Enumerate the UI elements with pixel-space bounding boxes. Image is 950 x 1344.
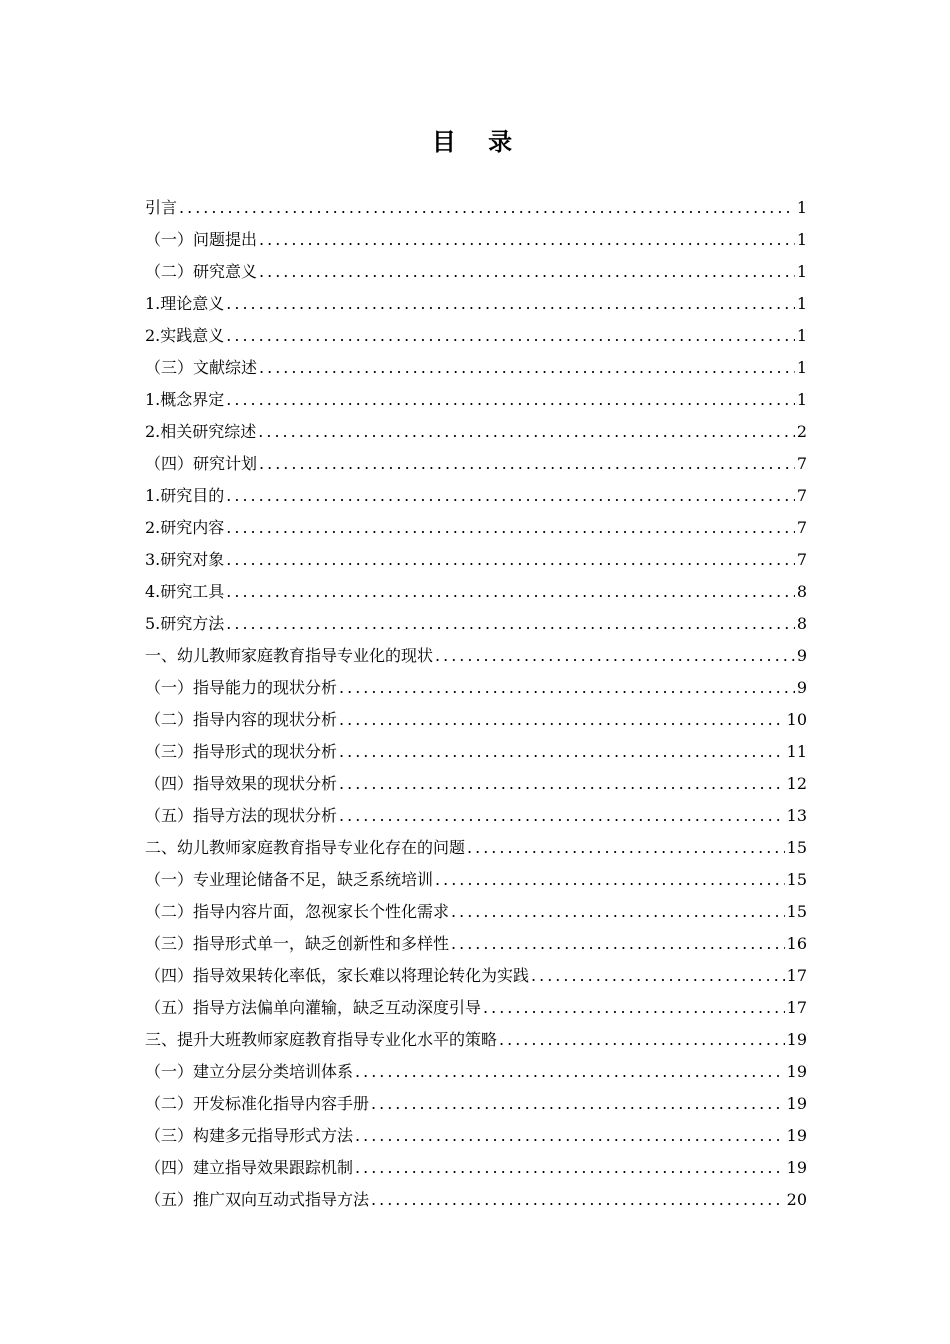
toc-entry-title: 一、幼儿教师家庭教育指导专业化的现状 [145, 646, 434, 665]
toc-dot-leader [226, 480, 795, 512]
toc-page-number: 11 [786, 742, 807, 761]
toc-entry-title: 二、幼儿教师家庭教育指导专业化存在的问题 [145, 838, 466, 857]
toc-dot-leader [339, 704, 785, 736]
toc-entry[interactable] [145, 832, 807, 864]
toc-dot-leader [259, 256, 795, 288]
toc-dot-leader [451, 928, 785, 960]
toc-page-number: 20 [786, 1190, 807, 1209]
toc-page-number: 19 [786, 1094, 807, 1113]
toc-entry-title: （三）文献综述 [145, 358, 258, 377]
toc-dot-leader [499, 1024, 785, 1056]
toc-entry[interactable] [145, 800, 807, 832]
toc-entry-title: （三）指导形式的现状分析 [145, 742, 338, 761]
toc-page-number: 1 [796, 198, 807, 217]
toc-page-number: 1 [796, 390, 807, 409]
toc-page-number: 1 [796, 326, 807, 345]
toc-dot-leader [371, 1088, 785, 1120]
toc-entry-title: （五）指导方法偏单向灌输，缺乏互动深度引导 [145, 998, 482, 1017]
toc-page-number: 19 [786, 1062, 807, 1081]
toc-page-number: 19 [786, 1158, 807, 1177]
toc-entry-title: 2.实践意义 [145, 326, 225, 345]
toc-entry-title: 引言 [145, 198, 178, 217]
toc-page-number: 9 [796, 646, 807, 665]
toc-page-number: 7 [796, 550, 807, 569]
toc-entry[interactable] [145, 640, 807, 672]
toc-dot-leader [339, 736, 785, 768]
toc-page-number: 1 [796, 294, 807, 313]
toc-page-number: 7 [796, 486, 807, 505]
toc-entry-title: （四）研究计划 [145, 454, 258, 473]
toc-page-number: 1 [796, 230, 807, 249]
toc-page-number: 15 [786, 902, 807, 921]
toc-entry[interactable] [145, 736, 807, 768]
toc-dot-leader [435, 640, 795, 672]
toc-dot-leader [467, 832, 785, 864]
toc-entry[interactable] [145, 1024, 807, 1056]
toc-dot-leader [339, 672, 795, 704]
toc-entry-title: 1.研究目的 [145, 486, 225, 505]
toc-page-number: 8 [796, 614, 807, 633]
toc-entry-title: 3.研究对象 [145, 550, 225, 569]
toc-page-number: 15 [786, 870, 807, 889]
toc-page-number: 8 [796, 582, 807, 601]
toc-entry[interactable] [145, 256, 807, 288]
toc-page-number: 1 [796, 262, 807, 281]
toc-entry[interactable] [145, 1120, 807, 1152]
toc-entry-title: （三）构建多元指导形式方法 [145, 1126, 354, 1145]
toc-dot-leader [483, 992, 785, 1024]
toc-title: 目 录 [431, 128, 525, 156]
toc-entry-title: （五）推广双向互动式指导方法 [145, 1190, 370, 1209]
toc-page-number: 9 [796, 678, 807, 697]
toc-dot-leader [259, 224, 795, 256]
toc-entry-title: 1.概念界定 [145, 390, 225, 409]
toc-page-number: 17 [786, 966, 807, 985]
toc-entry[interactable] [145, 544, 807, 576]
toc-dot-leader [531, 960, 785, 992]
toc-dot-leader [226, 544, 795, 576]
toc-entry-title: （四）建立指导效果跟踪机制 [145, 1158, 354, 1177]
toc-dot-leader [259, 448, 795, 480]
toc-dot-leader [355, 1152, 785, 1184]
toc-dot-leader [435, 864, 785, 896]
toc-entry[interactable] [145, 288, 807, 320]
toc-entry-title: （一）专业理论储备不足，缺乏系统培训 [145, 870, 434, 889]
toc-entry-title: （一）建立分层分类培训体系 [145, 1062, 354, 1081]
toc-page-number: 19 [786, 1126, 807, 1145]
toc-entry[interactable] [145, 576, 807, 608]
toc-dot-leader [259, 352, 795, 384]
toc-dot-leader [258, 416, 795, 448]
toc-entry-title: 5.研究方法 [145, 614, 225, 633]
toc-entry[interactable] [145, 704, 807, 736]
toc-page-number: 10 [786, 710, 807, 729]
table-of-contents [145, 192, 807, 1216]
toc-page-number: 12 [786, 774, 807, 793]
toc-entry-title: 1.理论意义 [145, 294, 225, 313]
toc-page-number: 19 [786, 1030, 807, 1049]
toc-entry-title: 三、提升大班教师家庭教育指导专业化水平的策略 [145, 1030, 498, 1049]
toc-entry-title: （二）开发标准化指导内容手册 [145, 1094, 370, 1113]
toc-entry[interactable] [145, 224, 807, 256]
toc-entry-title: （五）指导方法的现状分析 [145, 806, 338, 825]
toc-entry-title: （二）指导内容片面，忽视家长个性化需求 [145, 902, 450, 921]
toc-entry-title: 2.相关研究综述 [145, 422, 257, 441]
toc-entry[interactable] [145, 768, 807, 800]
toc-entry-title: （三）指导形式单一，缺乏创新性和多样性 [145, 934, 450, 953]
toc-dot-leader [339, 800, 785, 832]
toc-dot-leader [179, 192, 795, 224]
toc-dot-leader [451, 896, 785, 928]
toc-entry[interactable] [145, 448, 807, 480]
toc-entry[interactable] [145, 896, 807, 928]
toc-entry[interactable] [145, 992, 807, 1024]
toc-page-number: 13 [786, 806, 807, 825]
toc-entry-title: （一）指导能力的现状分析 [145, 678, 338, 697]
toc-page-number: 17 [786, 998, 807, 1017]
toc-entry-title: （二）研究意义 [145, 262, 258, 281]
toc-entry[interactable] [145, 1056, 807, 1088]
toc-entry[interactable] [145, 928, 807, 960]
toc-dot-leader [226, 288, 795, 320]
toc-page-number: 2 [796, 422, 807, 441]
toc-entry[interactable] [145, 1184, 807, 1216]
toc-entry[interactable] [145, 512, 807, 544]
toc-dot-leader [339, 768, 785, 800]
toc-entry[interactable] [145, 416, 807, 448]
toc-entry-title: （一）问题提出 [145, 230, 258, 249]
toc-dot-leader [355, 1056, 785, 1088]
toc-entry-title: （四）指导效果转化率低，家长难以将理论转化为实践 [145, 966, 530, 985]
toc-page-number: 15 [786, 838, 807, 857]
toc-page-number: 16 [786, 934, 807, 953]
toc-entry-title: 4.研究工具 [145, 582, 225, 601]
toc-entry-title: 2.研究内容 [145, 518, 225, 537]
toc-dot-leader [371, 1184, 785, 1216]
toc-dot-leader [226, 512, 795, 544]
toc-page-number: 7 [796, 454, 807, 473]
toc-entry-title: （二）指导内容的现状分析 [145, 710, 338, 729]
toc-entry[interactable] [145, 480, 807, 512]
toc-page-number: 1 [796, 358, 807, 377]
toc-entry[interactable] [145, 320, 807, 352]
toc-dot-leader [226, 576, 795, 608]
toc-page-number: 7 [796, 518, 807, 537]
toc-entry[interactable] [145, 384, 807, 416]
toc-entry[interactable] [145, 672, 807, 704]
toc-dot-leader [355, 1120, 785, 1152]
toc-entry[interactable] [145, 1152, 807, 1184]
toc-entry[interactable] [145, 960, 807, 992]
toc-entry[interactable] [145, 192, 807, 224]
toc-entry[interactable] [145, 608, 807, 640]
toc-dot-leader [226, 608, 795, 640]
toc-entry[interactable] [145, 352, 807, 384]
toc-dot-leader [226, 384, 795, 416]
toc-dot-leader [226, 320, 795, 352]
toc-entry-title: （四）指导效果的现状分析 [145, 774, 338, 793]
toc-entry[interactable] [145, 864, 807, 896]
toc-entry[interactable] [145, 1088, 807, 1120]
